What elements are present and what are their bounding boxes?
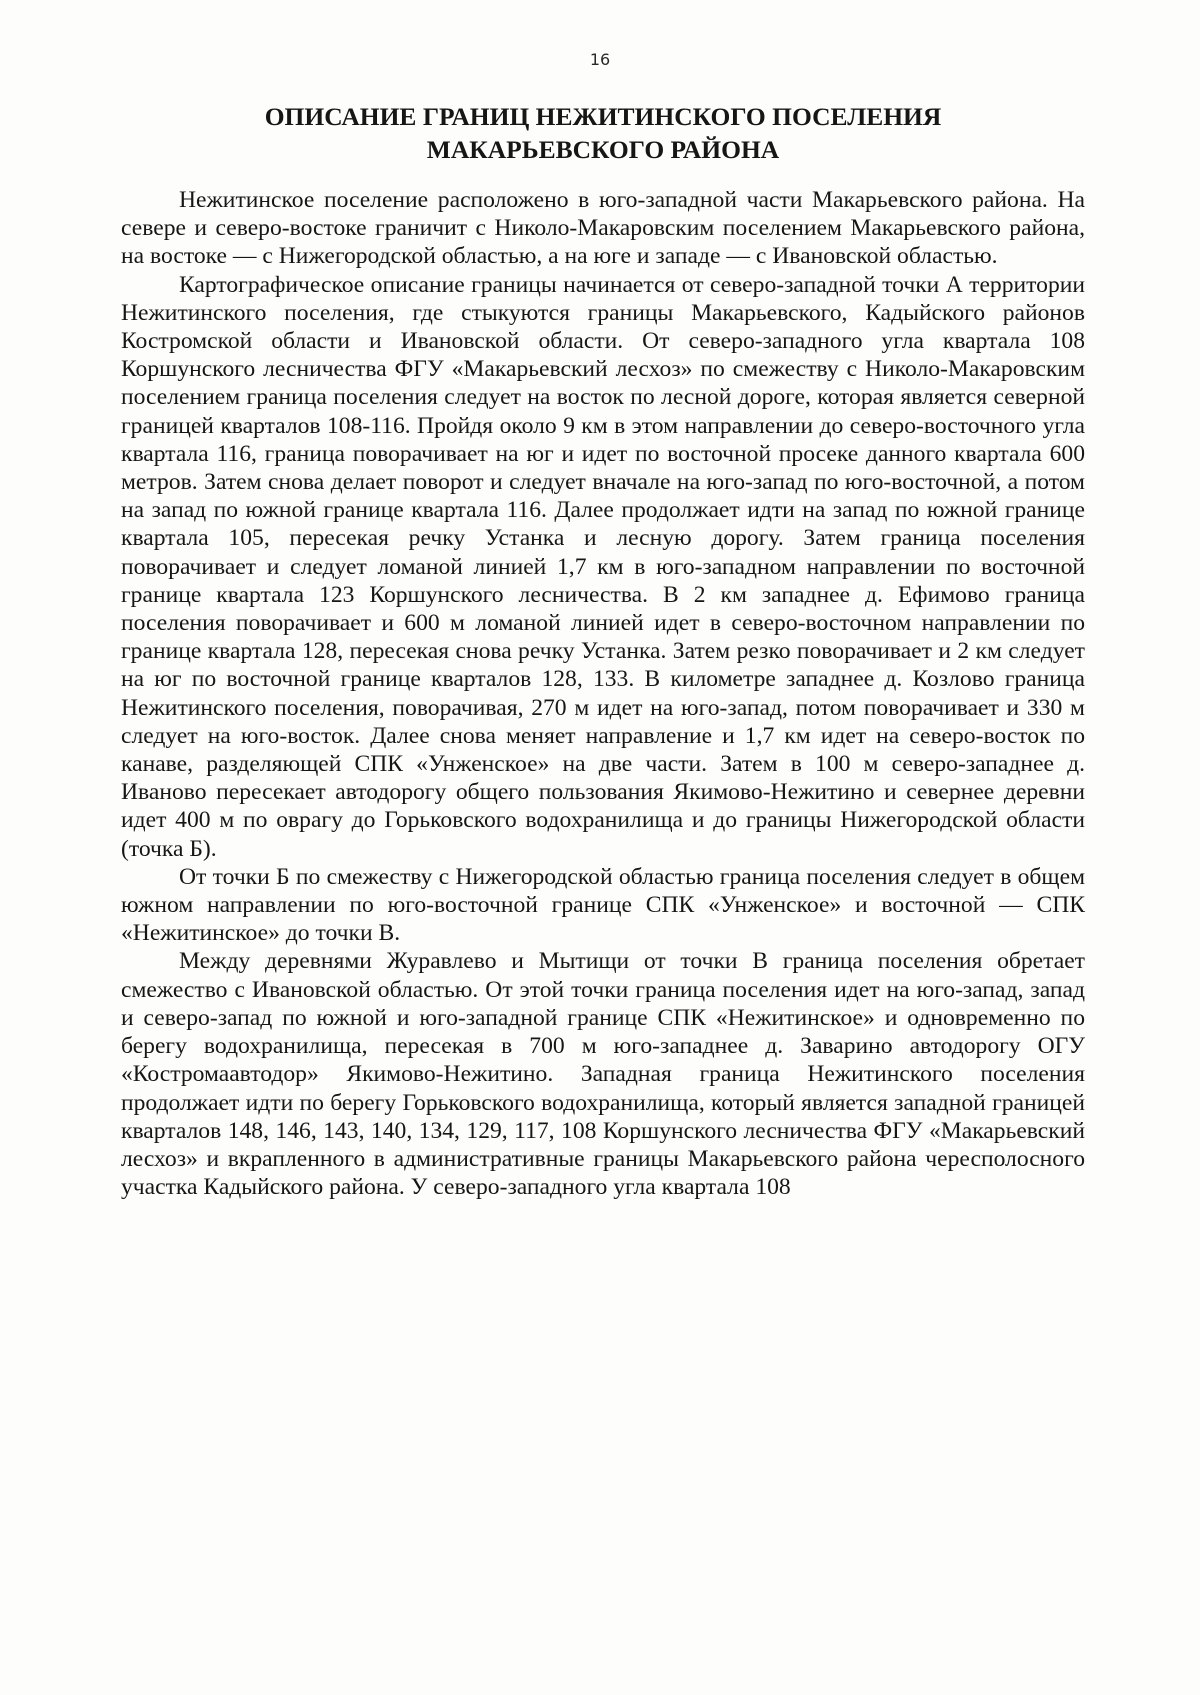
document-title-line-2: МАКАРЬЕВСКОГО РАЙОНА (426, 135, 780, 164)
paragraph-intro: Нежитинское поселение расположено в юго-западной части Макарьевского района. На севере и северо-востоке граничит с Николо-Макаровским поселением Макарьевского района, на востоке — с Нижегородской областью, а на юге и западе — с Ивановской областью. (121, 187, 1085, 270)
document-title-line-1: ОПИСАНИЕ ГРАНИЦ НЕЖИТИНСКОГО ПОСЕЛЕНИЯ (264, 102, 942, 131)
paragraph-point-b: От точки Б по смежеству с Нижегородской областью граница поселения следует в общем южном направлении по юго-восточной границе СПК «Унженское» и восточной — СПК «Нежитинское» до точки В. (121, 863, 1085, 947)
document-body (121, 186, 1085, 1201)
paragraph-cartographic-description: Картографическое описание границы начинается от северо-западной точки А территории Нежитинского поселения, где стыкуются границы Макарьевского, Кадыйского районов Костромской области и Ивановской области. От северо-западного угла квартала 108 Коршунского лесничества ФГУ «Макарьевский лесхоз» по смежеству с Николо-Макаровским поселением граница поселения следует на восток по лесной дороге, которая является северной границей кварталов 108-116. Пройдя около 9 км в этом направлении до северо-восточного угла квартала 116, граница поворачивает на юг и идет по восточной просеке данного квартала 600 метров. Затем снова делает поворот и следует вначале на юго-запад по юго-восточной, а потом на запад по южной границе квартала 116. Далее продолжает идти на запад по южной границе квартала 105, пересекая речку Устанка и лесную дорогу. Затем граница поселения поворачивает и следует ломаной линией 1,7 км в юго-западном направлении по восточной границе квартала 123 Коршунского лесничества. В 2 км западнее д. Ефимово граница поселения поворачивает и 600 м ломаной линией идет в северо-восточном направлении по границе квартала 128, пересекая снова речку Устанка. Затем резко поворачивает и 2 км следует на юг по восточной границе кварталов 128, 133. В километре западнее д. Козлово граница Нежитинского поселения, поворачивая, 270 м идет на юго-запад, потом поворачивает и 330 м следует на юго-восток. Далее снова меняет направление и 1,7 км идет на северо-восток по канаве, разделяющей СПК «Унженское» на две части. Затем в 100 м северо-западнее д. Иваново пересекает автодорогу общего пользования Якимово-Нежитино и севернее деревни идет 400 м по оврагу до Горьковского водохранилища и до границы Нижегородской области (точка Б). (121, 271, 1085, 862)
page-number: 16 (589, 50, 611, 69)
document-title (120, 100, 1086, 166)
paragraph-point-v: Между деревнями Журавлево и Мытищи от точки В граница поселения обретает смежество с Ивановской областью. От этой точки граница поселения идет на юго-запад, запад и северо-запад по южной и юго-западной границе СПК «Нежитинское» и одновременно по берегу водохранилища, пересекая в 700 м юго-западнее д. Заварино автодорогу ОГУ «Костромаавтодор» Якимово-Нежитино. Западная граница Нежитинского поселения продолжает идти по берегу Горьковского водохранилища, который является западной границей кварталов 148, 146, 143, 140, 134, 129, 117, 108 Коршунского лесничества ФГУ «Макарьевский лесхоз» и вкрапленного в административные границы Макарьевского района чересполосного участка Кадыйского района. У северо-западного угла квартала 108 (121, 948, 1085, 1201)
